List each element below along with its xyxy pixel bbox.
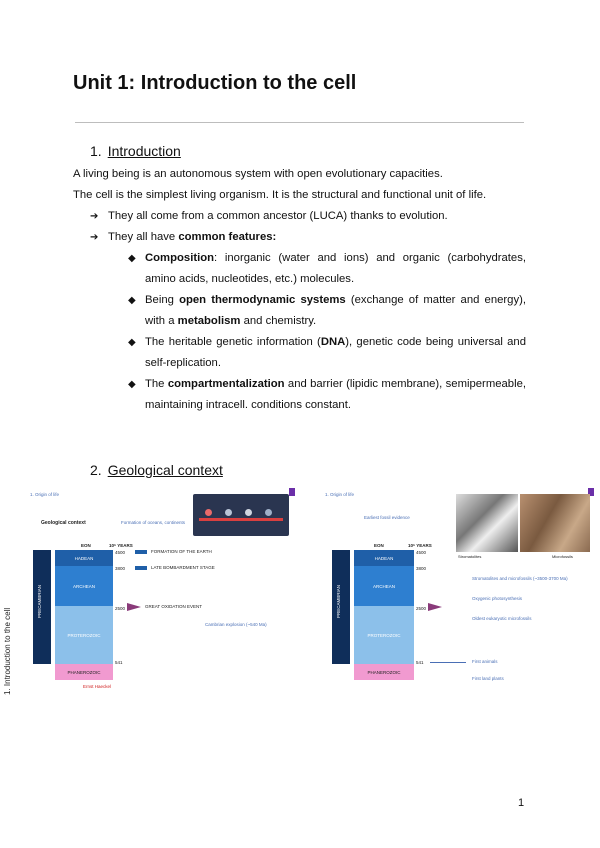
- section-title: Geological context: [107, 462, 223, 478]
- stromatolite-image: [456, 494, 518, 552]
- infographic-panel: [193, 494, 289, 536]
- slide-fossil-evidence: [322, 488, 594, 698]
- fossil-note: First animals: [472, 659, 498, 664]
- event-triangle-icon: [127, 603, 141, 611]
- planet-icon: [225, 509, 232, 516]
- intro-paragraph-1: A living being is an autonomous system with open evolutionary capacities.: [73, 168, 443, 180]
- title-divider: [75, 122, 524, 123]
- supereon-label: PRECAMBRIAN: [336, 584, 341, 618]
- bullet-text: The: [145, 378, 168, 390]
- planet-icon: [205, 509, 212, 516]
- slide-header: 1. Origin of life: [325, 492, 355, 497]
- bullet-text: and barrier (lipidic membrane), semipermeable, maintaining intracell. conditions constant.: [145, 378, 527, 411]
- slide-subtitle: Earliest fossil evidence: [364, 515, 410, 520]
- event-label: GREAT OXIDATION EVENT: [145, 604, 203, 609]
- arrow-text: They all come from a common ancestor (LUCA) thanks to evolution.: [108, 210, 448, 222]
- slide-subtitle: Geological context: [41, 520, 86, 526]
- slide-side-note: Formation of oceans, continents: [121, 520, 186, 525]
- slide-bottom-note: Cambrian explosion (~540 Ma): [205, 622, 267, 627]
- slide-header: 1. Origin of life: [30, 492, 60, 497]
- year-label: 4500: [115, 550, 126, 555]
- arrow-icon: ➔: [90, 211, 99, 222]
- eon-proterozoic: PROTEROZOIC: [55, 606, 113, 664]
- diamond-bullet-icon: ◆: [128, 295, 136, 306]
- supereon-label: PRECAMBRIAN: [37, 584, 42, 618]
- planet-icon: [245, 509, 252, 516]
- planet-icon: [265, 509, 272, 516]
- eon-archean: ARCHEAN: [55, 566, 113, 606]
- section-title: Introduction: [107, 143, 181, 159]
- bullet-text: The heritable genetic information (: [145, 336, 321, 348]
- arrow-text: They all have: [108, 231, 179, 243]
- bullet-text: ), genetic code being universal and self-replication.: [145, 336, 526, 369]
- section-number: 2.: [90, 462, 102, 478]
- event-label: LATE BOMBARDMENT STAGE: [151, 565, 215, 570]
- feature-bullet-thermodynamic: [128, 290, 526, 332]
- year-label: 541: [115, 660, 123, 665]
- bullet-text: and chemistry.: [240, 315, 317, 327]
- slide-footer: Ernst Haeckel: [83, 684, 112, 689]
- fossil-note: Stromatolites and microfossils (~3500-3700 Ma): [472, 576, 568, 581]
- event-arrow-icon: [135, 566, 147, 570]
- slide-geological-timeline: [27, 488, 295, 698]
- eon-phanerozoic: PHANEROZOIC: [55, 664, 113, 680]
- arrow-bold-text: common features:: [178, 231, 277, 243]
- bold-term: compartmentalization: [167, 378, 285, 390]
- slide-accent-bar: [289, 488, 295, 496]
- section-heading-introduction: [90, 143, 181, 159]
- event-arrow-icon: [135, 550, 147, 554]
- bullet-text: (exchange of matter and energy), with a: [145, 294, 526, 327]
- column-eon: EON: [81, 543, 91, 548]
- image-caption: Microfossils: [552, 554, 573, 559]
- column-eon: EON: [374, 543, 384, 548]
- page-number: 1: [518, 797, 525, 809]
- bold-term: open thermodynamic systems: [179, 294, 346, 306]
- bold-term: metabolism: [177, 315, 241, 327]
- diamond-bullet-icon: ◆: [128, 253, 136, 264]
- eon-hadean: HADEAN: [55, 550, 113, 566]
- bullet-text: : inorganic (water and ions) and organic (carbohydrates, amino acids, nucleotides, etc.) molecules.: [145, 252, 526, 285]
- image-caption: Stromatolites: [458, 554, 482, 559]
- event-label: FORMATION OF THE EARTH: [151, 549, 212, 554]
- year-label: 3800: [416, 566, 427, 571]
- event-triangle-icon: [428, 603, 442, 611]
- year-label: 541: [416, 660, 424, 665]
- diamond-bullet-icon: ◆: [128, 379, 136, 390]
- infographic-bar: [199, 518, 283, 521]
- year-label: 2500: [115, 606, 126, 611]
- microfossil-image: [520, 494, 590, 552]
- fossil-note: Oldest eukaryotic microfossils: [472, 616, 532, 621]
- eon-archean: ARCHEAN: [354, 566, 414, 606]
- year-label: 3800: [115, 566, 126, 571]
- column-years: 10⁶ YEARS: [109, 543, 133, 548]
- fossil-note: Oxygenic photosynthesis: [472, 596, 523, 601]
- arrow-point-features: [90, 230, 276, 245]
- feature-bullet-composition: [128, 248, 526, 290]
- eon-proterozoic: PROTEROZOIC: [354, 606, 414, 664]
- page-title: Unit 1: Introduction to the cell: [73, 72, 357, 94]
- vertical-side-label: 1. Introduction to the cell: [3, 607, 12, 695]
- connector-line: [430, 662, 466, 663]
- eon-phanerozoic: PHANEROZOIC: [354, 664, 414, 680]
- bold-term: Composition: [145, 252, 215, 264]
- section-number: 1.: [90, 143, 102, 159]
- supereon-bar: [33, 550, 51, 664]
- arrow-icon: ➔: [90, 232, 99, 243]
- bold-term: DNA: [320, 336, 346, 348]
- year-label: 4500: [416, 550, 427, 555]
- diamond-bullet-icon: ◆: [128, 337, 136, 348]
- column-years: 10⁶ YEARS: [408, 543, 432, 548]
- feature-bullet-compartmentalization: [128, 374, 526, 416]
- feature-bullet-dna: [128, 332, 526, 374]
- section-heading-geological-context: [90, 462, 223, 478]
- supereon-bar: [332, 550, 350, 664]
- bullet-text: Being: [145, 294, 180, 306]
- year-label: 2500: [416, 606, 427, 611]
- eon-hadean: HADEAN: [354, 550, 414, 566]
- fossil-note: First land plants: [472, 676, 504, 681]
- intro-paragraph-2: The cell is the simplest living organism. It is the structural and functional unit of life.: [73, 189, 487, 201]
- arrow-point-luca: [90, 209, 448, 224]
